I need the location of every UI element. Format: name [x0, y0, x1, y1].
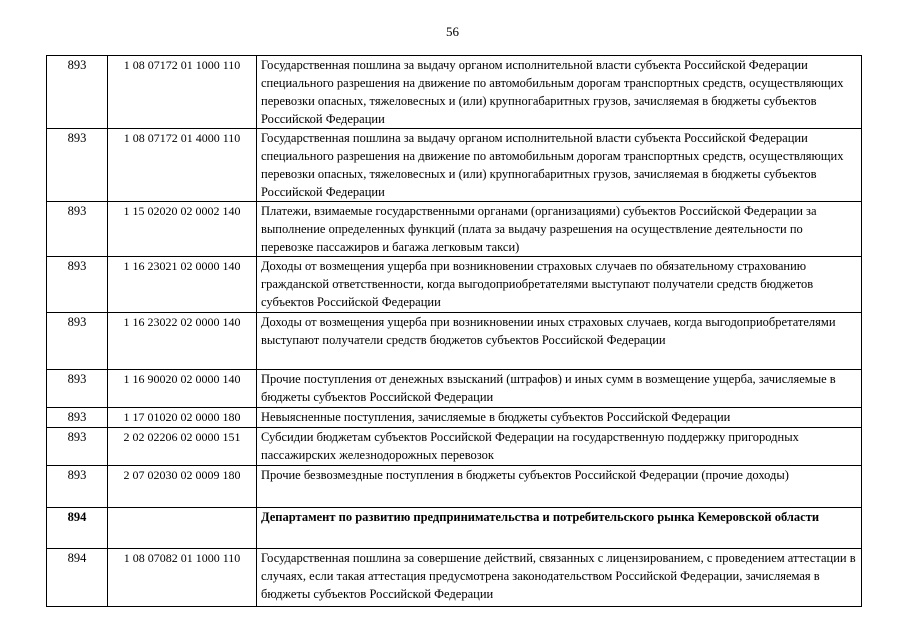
description-cell: Платежи, взимаемые государственными органами (организациями) субъектов Российской Федерации за выполнение определенных функций (плата за выдачу разрешения на осуществление деятельности по перевозке пассажиров и багажа легковым такси)	[257, 202, 862, 257]
table-row	[47, 313, 862, 370]
table-row-section-header	[47, 508, 862, 549]
admin-code-cell: 893	[47, 428, 108, 466]
budget-code-cell: 1 08 07082 01 1000 110	[108, 549, 257, 607]
description-cell: Субсидии бюджетам субъектов Российской Федерации на государственную поддержку пригородных пассажирских железнодорожных перевозок	[257, 428, 862, 466]
admin-code-cell: 893	[47, 257, 108, 313]
budget-code-cell: 1 08 07172 01 4000 110	[108, 129, 257, 202]
admin-code-cell: 893	[47, 202, 108, 257]
budget-code-cell: 1 16 90020 02 0000 140	[108, 370, 257, 408]
table-row	[47, 56, 862, 129]
description-cell: Прочие поступления от денежных взысканий (штрафов) и иных сумм в возмещение ущерба, зачисляемые в бюджеты субъектов Российской Федерации	[257, 370, 862, 408]
admin-code-cell: 894	[47, 549, 108, 607]
budget-code-cell: 1 08 07172 01 1000 110	[108, 56, 257, 129]
revenue-codes-table	[46, 55, 862, 607]
table-row	[47, 129, 862, 202]
table-row	[47, 257, 862, 313]
admin-code-cell: 893	[47, 370, 108, 408]
description-cell: Государственная пошлина за выдачу органом исполнительной власти субъекта Российской Федерации специального разрешения на движение по автомобильным дорогам транспортных средств, осуществляющих перевозки опасных, тяжеловесных и (или) крупногабаритных грузов, зачисляемая в бюджеты субъектов Российской Федерации	[257, 56, 862, 129]
budget-code-cell: 1 16 23021 02 0000 140	[108, 257, 257, 313]
admin-code-cell: 893	[47, 466, 108, 508]
page-number: 56	[446, 24, 459, 39]
admin-code-cell: 894	[47, 508, 108, 549]
budget-code-cell	[108, 508, 257, 549]
table-row	[47, 202, 862, 257]
description-cell: Государственная пошлина за выдачу органом исполнительной власти субъекта Российской Федерации специального разрешения на движение по автомобильным дорогам транспортных средств, осуществляющих перевозки опасных, тяжеловесных и (или) крупногабаритных грузов, зачисляемая в бюджеты субъектов Российской Федерации	[257, 129, 862, 202]
table-row	[47, 408, 862, 428]
description-cell: Доходы от возмещения ущерба при возникновении иных страховых случаев, когда выгодоприобретателями выступают получатели средств бюджетов субъектов Российской Федерации	[257, 313, 862, 370]
budget-code-cell: 2 02 02206 02 0000 151	[108, 428, 257, 466]
description-cell: Прочие безвозмездные поступления в бюджеты субъектов Российской Федерации (прочие доходы)	[257, 466, 862, 508]
admin-code-cell: 893	[47, 129, 108, 202]
department-title-cell: Департамент по развитию предпринимательства и потребительского рынка Кемеровской области	[257, 508, 862, 549]
budget-code-cell: 1 17 01020 02 0000 180	[108, 408, 257, 428]
budget-code-cell: 1 16 23022 02 0000 140	[108, 313, 257, 370]
table-row	[47, 466, 862, 508]
admin-code-cell: 893	[47, 56, 108, 129]
description-cell: Доходы от возмещения ущерба при возникновении страховых случаев по обязательному страхованию гражданской ответственности, когда выгодоприобретателями выступают получатели средств бюджетов субъектов Российской Федерации	[257, 257, 862, 313]
table-row	[47, 370, 862, 408]
description-cell: Государственная пошлина за совершение действий, связанных с лицензированием, с проведением аттестации в случаях, если такая аттестация предусмотрена законодательством Российской Федерации, зачисляемая в бюджеты субъектов Российской Федерации	[257, 549, 862, 607]
table-row	[47, 549, 862, 607]
budget-code-cell: 1 15 02020 02 0002 140	[108, 202, 257, 257]
budget-code-cell: 2 07 02030 02 0009 180	[108, 466, 257, 508]
admin-code-cell: 893	[47, 313, 108, 370]
table-row	[47, 428, 862, 466]
description-cell: Невыясненные поступления, зачисляемые в бюджеты субъектов Российской Федерации	[257, 408, 862, 428]
admin-code-cell: 893	[47, 408, 108, 428]
